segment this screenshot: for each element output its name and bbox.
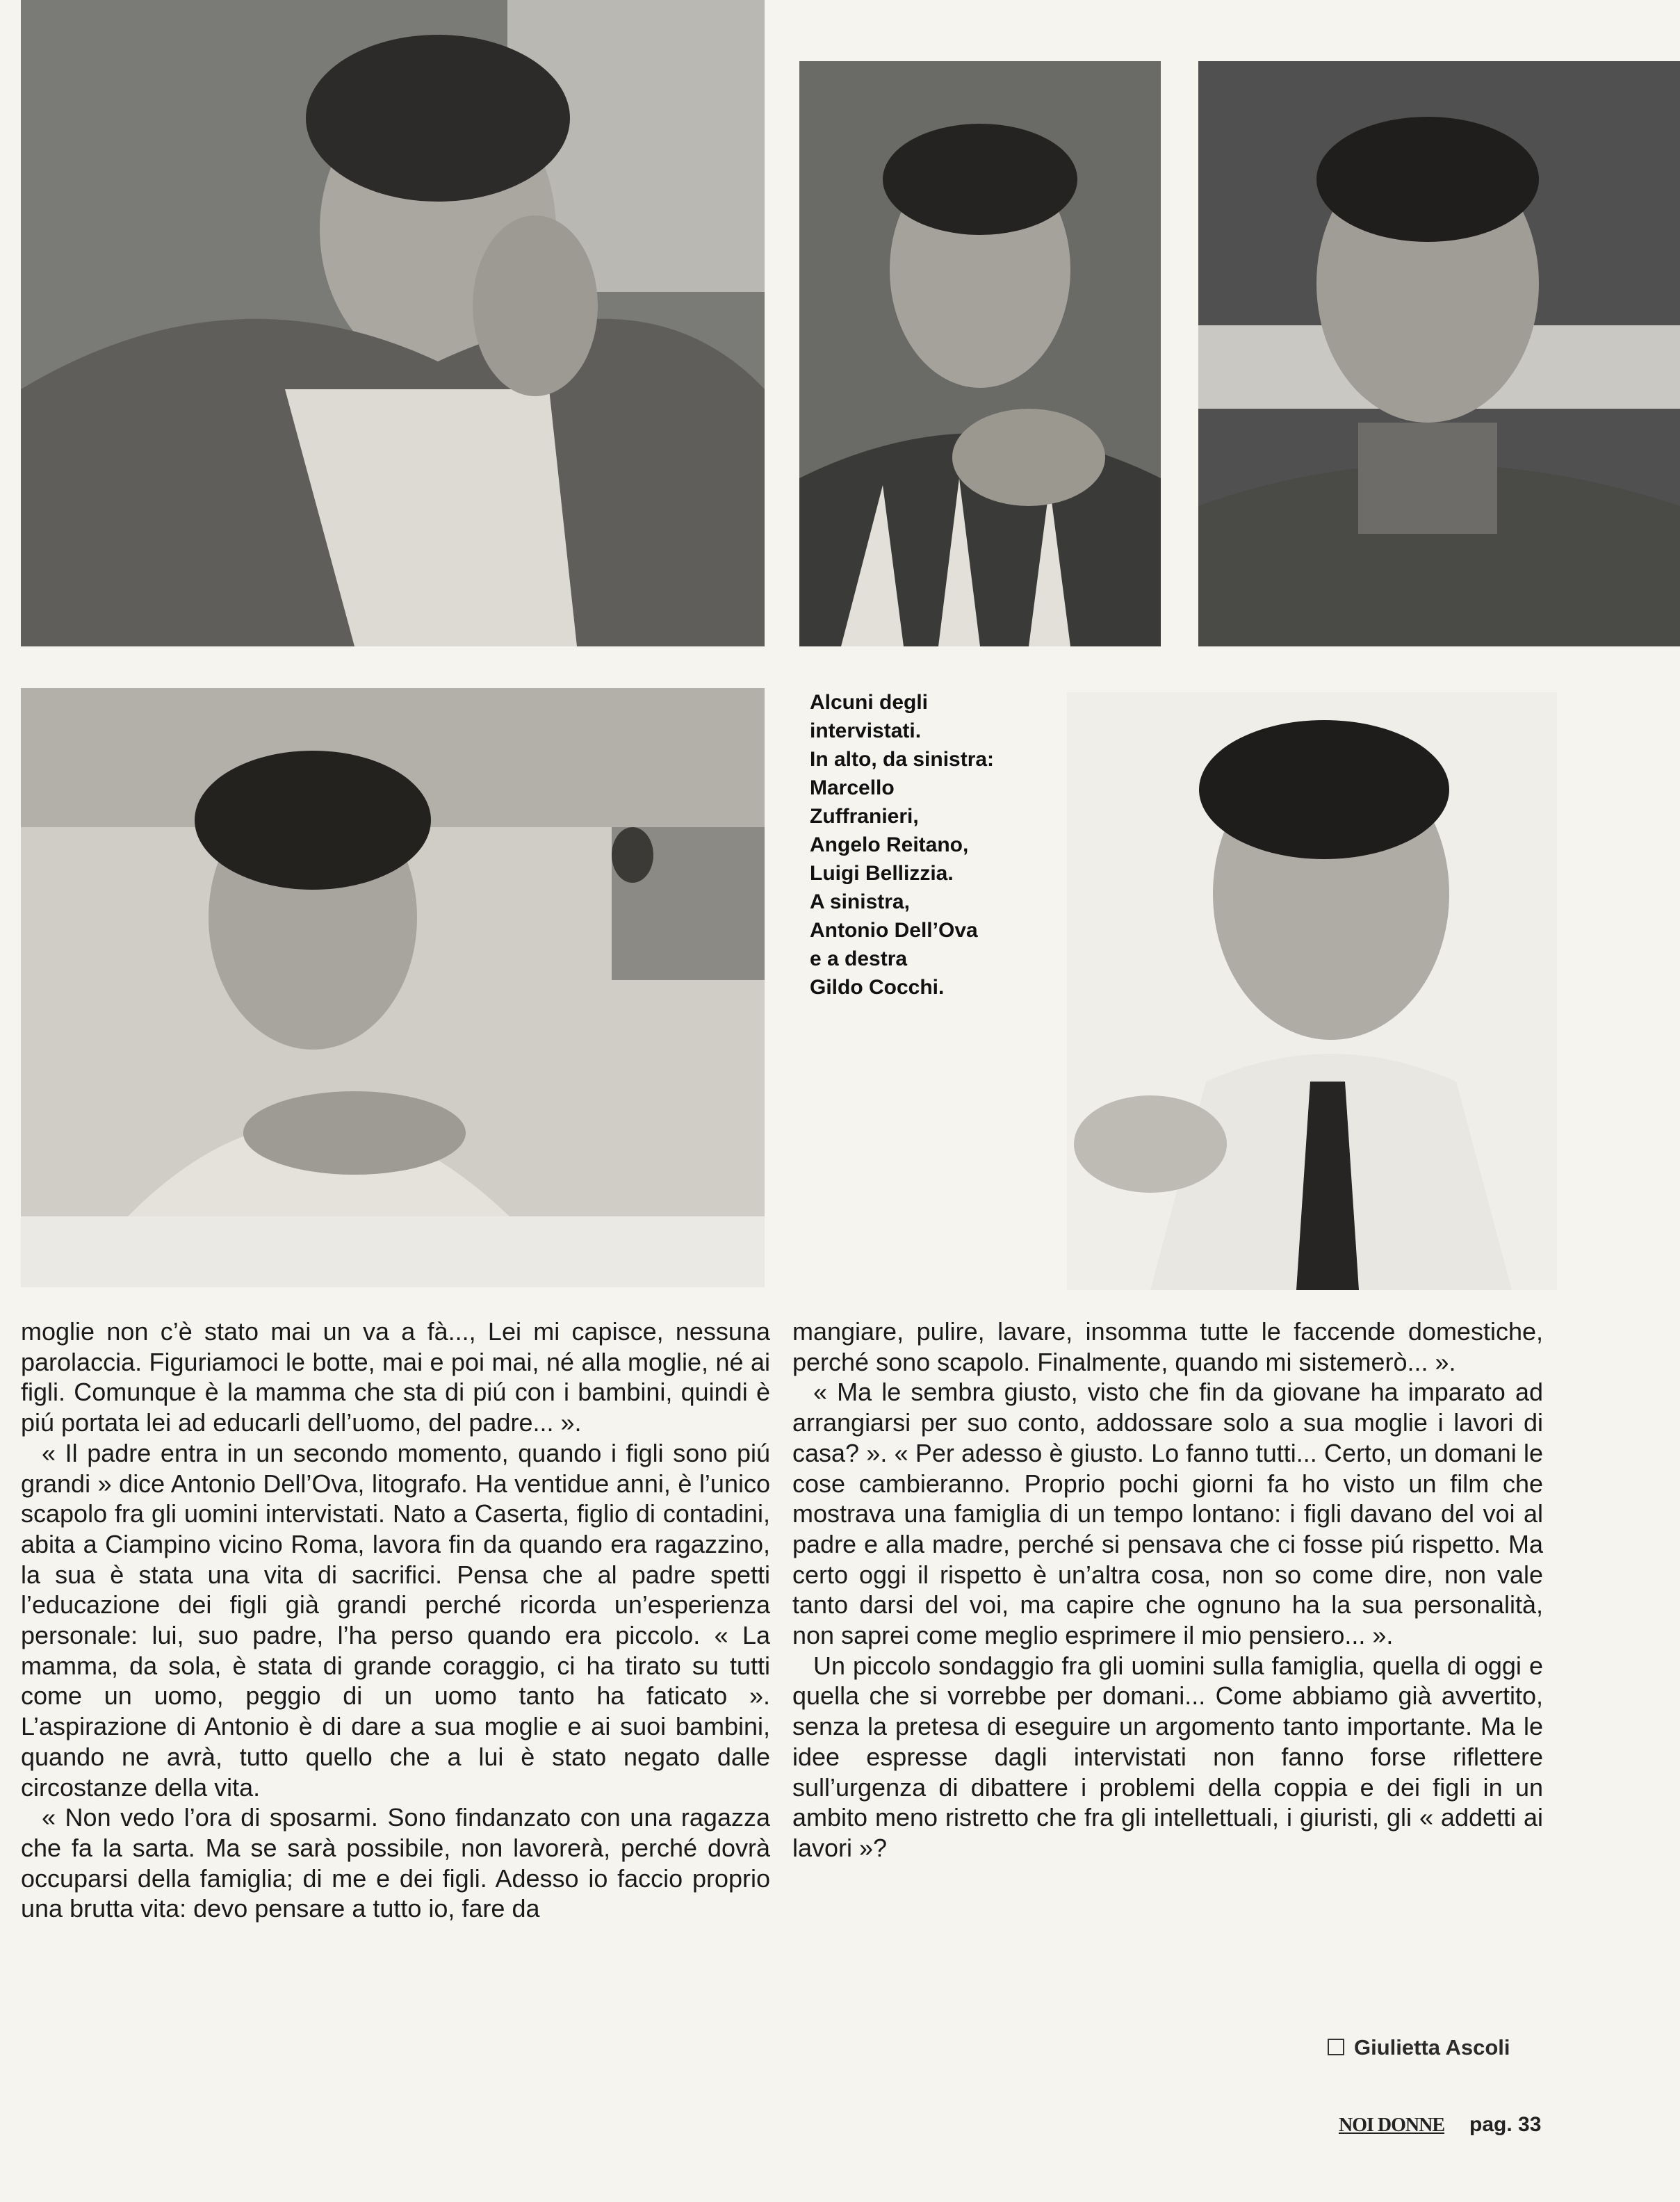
photo-marcello-zuffranieri bbox=[799, 61, 1161, 646]
photo-angelo-reitano bbox=[1198, 61, 1680, 646]
caption-line: In alto, da sinistra: bbox=[810, 748, 995, 771]
photo-man-hand-on-cheek bbox=[21, 0, 765, 646]
photo-gildo-cocchi bbox=[1067, 692, 1557, 1290]
article-paragraph: Un piccolo sondaggio fra gli uomini sulla famiglia, quella di oggi e quella che si vorrebbe per domani... Come abbiamo già avvertito, senza la pretesa di eseguire un argomento tanto importante. Ma le idee espresse dagli intervistati non fanno forse riflettere sull’urgenza di dibattere i problemi della coppia e dei figli in un ambito meno ristretto che fra gli intellettuali, i giuristi, gli « addetti ai lavori »? bbox=[792, 1651, 1543, 1862]
article-column-left bbox=[21, 1316, 770, 1924]
caption-line: Angelo Reitano, bbox=[810, 833, 969, 856]
article-paragraph: mangiare, pulire, lavare, insomma tutte le faccende domestiche, perché sono scapolo. Finalmente, quando mi sistemerò... ». bbox=[792, 1317, 1543, 1376]
page-number: pag. 33 bbox=[1469, 2113, 1542, 2136]
caption-line: Zuffranieri, bbox=[810, 805, 919, 828]
caption-line: e a destra bbox=[810, 947, 908, 970]
article-paragraph: « Ma le sembra giusto, visto che fin da giovane ha imparato ad arrangiarsi per suo conto, addossare solo a sua moglie i lavori di casa? ». « Per adesso è giusto. Lo fanno tutti... Certo, un domani le cose cambieranno. Proprio pochi giorni fa ho visto un film che mostrava una famiglia di un tempo lontano: i figli davano del voi al padre e alla madre, perché si pensava che ci fosse piú rispetto. Ma certo oggi il rispetto è un’altra cosa, non so come dire, non vale tanto darsi del voi, ma capire che ognuno ha la sua personalità, non saprei come meglio esprimere il mio pensiero... ». bbox=[792, 1378, 1543, 1650]
caption-line: Antonio Dell’Ova bbox=[810, 919, 978, 942]
caption-line: intervistati. bbox=[810, 719, 922, 742]
photo-antonio-dellova bbox=[21, 688, 765, 1287]
author-name: Giulietta Ascoli bbox=[1354, 2035, 1510, 2060]
article-paragraph: « Non vedo l’ora di sposarmi. Sono findanzato con una ragazza che fa la sarta. Ma se sarà possibile, non lavorerà, perché dovrà occuparsi della famiglia; di me e dei figli. Adesso io faccio proprio una brutta vita: devo pensare a tutto io, fare da bbox=[21, 1803, 770, 1923]
caption-line: Gildo Cocchi. bbox=[810, 976, 945, 999]
article-paragraph: « Il padre entra in un secondo momento, quando i figli sono piú grandi » dice Antonio Dell’Ova, litografo. Ha ventidue anni, è l’unico scapolo fra gli uomini intervistati. Nato a Caserta, figlio di contadini, abita a Ciampino vicino Roma, lavora fin da quando era ragazzino, la sua è stata una vita di sacrifici. Pensa che al padre spetti l’educazione dei figli già grandi perché ricorda un’esperienza personale: lui, suo padre, l’ha perso quando era piccolo. « La mamma, da sola, è stata di grande coraggio, ci ha tirato su tutti come un uomo, peggio di un uomo tanto ha faticato ». L’aspirazione di Antonio è di dare a sua moglie e ai suoi bambini, quando ne avrà, tutto quello che a lui è stato negato dalle circostanze della vita. bbox=[21, 1438, 770, 1802]
photo-caption bbox=[810, 688, 1046, 1002]
magazine-logo: NOI DONNE bbox=[1339, 2114, 1445, 2136]
page-footer bbox=[1339, 2113, 1541, 2137]
end-mark-square-icon bbox=[1328, 2039, 1344, 2055]
caption-line: Alcuni degli bbox=[810, 691, 929, 714]
caption-line: A sinistra, bbox=[810, 890, 910, 913]
article-column-right bbox=[792, 1316, 1543, 1863]
article-paragraph: moglie non c’è stato mai un va a fà..., Lei mi capisce, nessuna parolaccia. Figuriamoci le botte, mai e poi mai, né alla moglie, né ai figli. Comunque è la mamma che sta di piú con i bambini, quindi è piú portata lei ad educarli dell’uomo, del padre... ». bbox=[21, 1317, 770, 1437]
author-byline bbox=[1328, 2035, 1510, 2060]
caption-line: Luigi Bellizzia. bbox=[810, 862, 954, 885]
caption-line: Marcello bbox=[810, 776, 895, 799]
